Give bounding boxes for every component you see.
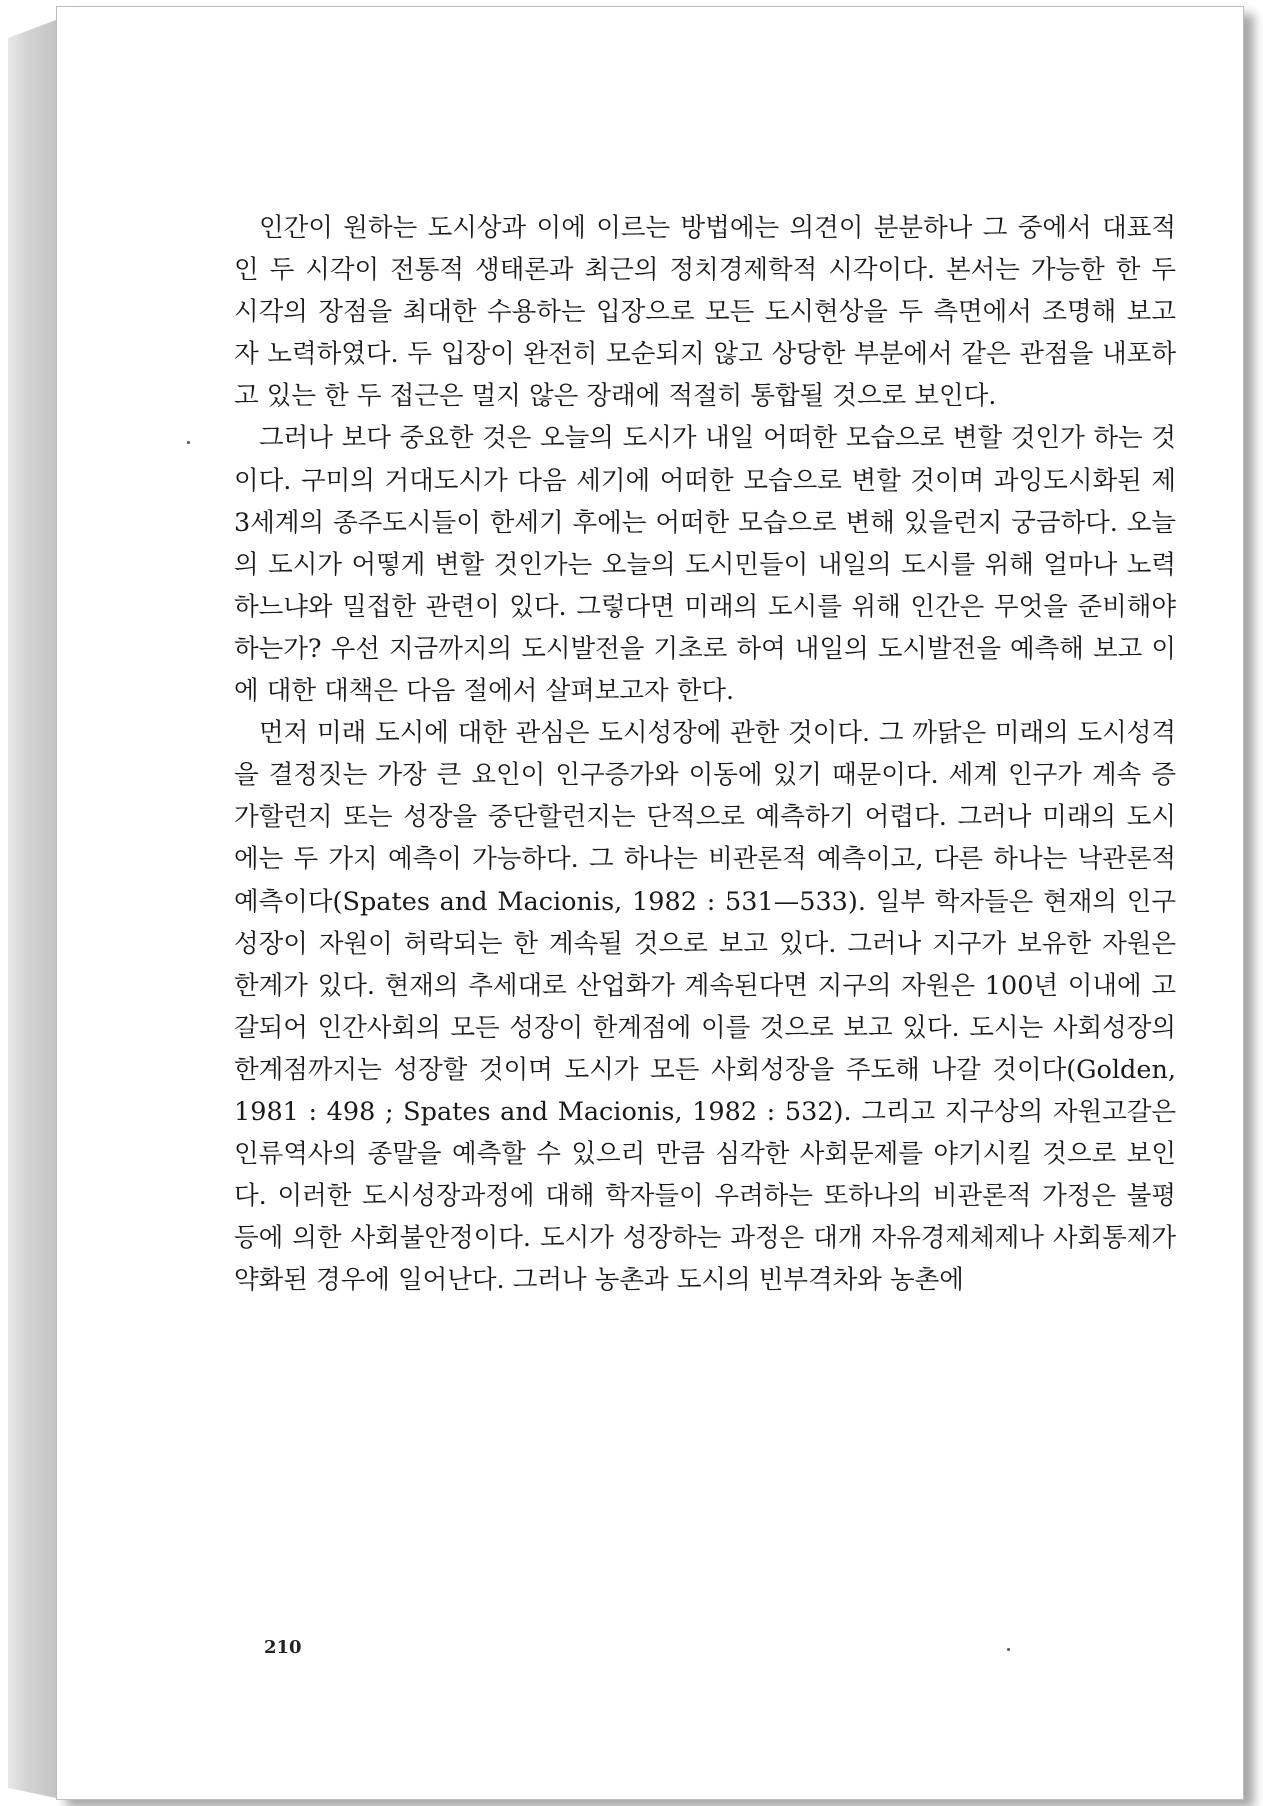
page-number: 210: [264, 1637, 302, 1658]
body-text: [234, 207, 1176, 1301]
scan-speck: [187, 441, 190, 444]
paragraph-1: 인간이 원하는 도시상과 이에 이르는 방법에는 의견이 분분하나 그 중에서 대표적인 두 시각이 전통적 생태론과 최근의 정치경제학적 시각이다. 본서는 가능한 한 두 시각의 장점을 최대한 수용하는 입장으로 모든 도시현상을 두 측면에서 조명해 보고자 노력하였다. 두 입장이 완전히 모순되지 않고 상당한 부분에서 같은 관점을 내포하고 있는 한 두 접근은 멀지 않은 장래에 적절히 통합될 것으로 보인다.: [234, 213, 1176, 412]
scan-speck: [1007, 1648, 1010, 1651]
paragraph-2: 그러나 보다 중요한 것은 오늘의 도시가 내일 어떠한 모습으로 변할 것인가 하는 것이다. 구미의 거대도시가 다음 세기에 어떠한 모습으로 변할 것이며 과잉도시화된 제3세계의 종주도시들이 한세기 후에는 어떠한 모습으로 변해 있을런지 궁금하다. 오늘의 도시가 어떻게 변할 것인가는 오늘의 도시민들이 내일의 도시를 위해 얼마나 노력하느냐와 밀접한 관련이 있다. 그렇다면 미래의 도시를 위해 인간은 무엇을 준비해야 하는가? 우선 지금까지의 도시발전을 기초로 하여 내일의 도시발전을 예측해 보고 이에 대한 대책은 다음 절에서 살펴보고자 한다.: [234, 423, 1176, 707]
paragraph-3: 먼저 미래 도시에 대한 관심은 도시성장에 관한 것이다. 그 까닭은 미래의 도시성격을 결정짓는 가장 큰 요인이 인구증가와 이동에 있기 때문이다. 세계 인구가 계속 증가할런지 또는 성장을 중단할런지는 단적으로 예측하기 어렵다. 그러나 미래의 도시에는 두 가지 예측이 가능하다. 그 하나는 비관론적 예측이고, 다른 하나는 낙관론적 예측이다(Spates and Macionis, 1982 : 531—533). 일부 학자들은 현재의 인구성장이 자원이 허락되는 한 계속될 것으로 보고 있다. 그러나 지구가 보유한 자원은 한계가 있다. 현재의 추세대로 산업화가 계속된다면 지구의 자원은 100년 이내에 고갈되어 인간사회의 모든 성장이 한계점에 이를 것으로 보고 있다. 도시는 사회성장의 한계점까지는 성장할 것이며 도시가 모든 사회성장을 주도해 나갈 것이다(Golden, 1981 : 498 ; Spates and Macionis, 1982 : 532). 그리고 지구상의 자원고갈은 인류역사의 종말을 예측할 수 있으리 만큼 심각한 사회문제를 야기시킬 것으로 보인다. 이러한 도시성장과정에 대해 학자들이 우려하는 또하나의 비관론적 가정은 불평등에 의한 사회불안정이다. 도시가 성장하는 과정은 대개 자유경제체제나 사회통제가 약화된 경우에 일어난다. 그러나 농촌과 도시의 빈부격차와 농촌에: [234, 718, 1176, 1296]
book-spine-edge: [8, 20, 56, 1798]
book-page: [56, 6, 1244, 1800]
